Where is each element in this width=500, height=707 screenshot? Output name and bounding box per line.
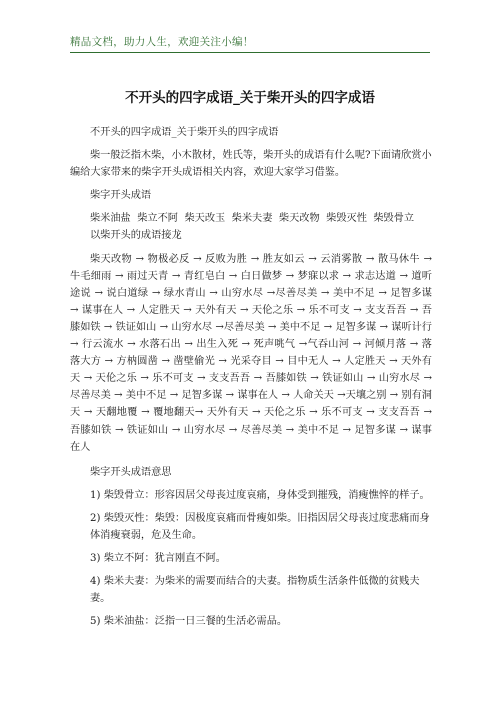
header-rule bbox=[70, 52, 430, 53]
meaning-item-1: 1) 柴毁骨立：形容因居父母丧过度哀痛，身体受到摧残，消瘦憔悴的样子。 bbox=[90, 489, 430, 501]
meaning-item-5: 5) 柴米油盐：泛指一日三餐的生活必需品。 bbox=[90, 616, 288, 628]
idiom-list: 柴米油盐 柴立不阿 柴天改玉 柴米夫妻 柴天改物 柴毁灭性 柴毁骨立 bbox=[90, 213, 415, 225]
document-title: 不开头的四字成语_关于柴开头的四字成语 bbox=[125, 90, 375, 106]
meaning-item-4: 4) 柴米夫妻：为柴米的需要而结合的夫妻。指物质生活条件低微的贫贱夫妻。 bbox=[90, 576, 420, 605]
idiom-chain: 柴天改物 → 物极必反 → 反败为胜 → 胜友如云 → 云消雾散 → 散马休牛 → 牛毛细雨 → 雨过天青 → 青红皂白 → 白日做梦 → 梦寐以求 → 求志达道 → 道听途说 → 说白道绿 → 绿水青山 → 山穷水尽 →尽善尽美 → 美中不足 → 足智多谋 → 谋事在人 → 人定胜天 → 天外有天 → 天伦之乐 → 乐不可支 → 支支吾吾 → 吾膝如铁 → 铁证如山 → 山穷水尽 →尽善尽美 → 美中不足 → 足智多谋 → 谋听计行 → 行云流水 → 水落石出 → 出生入死 → 死声咷气 →气吞山河 → 河倾月落 → 落落大方 → 方枘圆凿 → 凿壁偷光 → 光采夺目 → 目中无人 → 人定胜天 → 天外有天 → 天伦之乐 → 乐不可支 → 支支吾吾 → 吾膝如铁 → 铁证如山 → 山穷水尽 → 尽善尽美 → 美中不足 → 足智多谋 → 谋事在人 → 人命关天 →天壤之别 → 别有洞天 → 天翻地覆 → 覆地翻天→ 天外有天 → 天伦之乐 → 乐不可支 → 支支吾吾 → 吾膝如铁 → 铁证如山 → 山穷水尽 → 尽善尽美 → 美中不足 → 足智多谋 → 谋事在人 bbox=[70, 253, 432, 453]
section-heading-idioms: 柴字开头成语 bbox=[90, 190, 152, 202]
section-heading-meanings: 柴字开头成语意思 bbox=[90, 466, 172, 478]
intro-heading: 不开头的四字成语_关于柴开头的四字成语 bbox=[90, 127, 279, 138]
meaning-item-3: 3) 柴立不阿：犹言刚直不阿。 bbox=[90, 553, 226, 565]
meaning-item-2: 2) 柴毁灭性：柴毁：因极度哀痛而骨瘦如柴。旧指因居父母丧过度悲痛而身体消瘦衰弱，危及生命。 bbox=[90, 512, 430, 541]
document-body bbox=[70, 124, 432, 630]
section-heading-chain: 以柴开头的成语接龙 bbox=[90, 230, 182, 242]
intro-paragraph: 柴一般泛指木柴，小木散材，姓氏等，柴开头的成语有什么呢?下面请欣赏小编给大家带来的柴字开头成语相关内容，欢迎大家学习借鉴。 bbox=[70, 150, 432, 179]
header-banner: 精品文档，助力人生，欢迎关注小编！ bbox=[70, 36, 254, 48]
